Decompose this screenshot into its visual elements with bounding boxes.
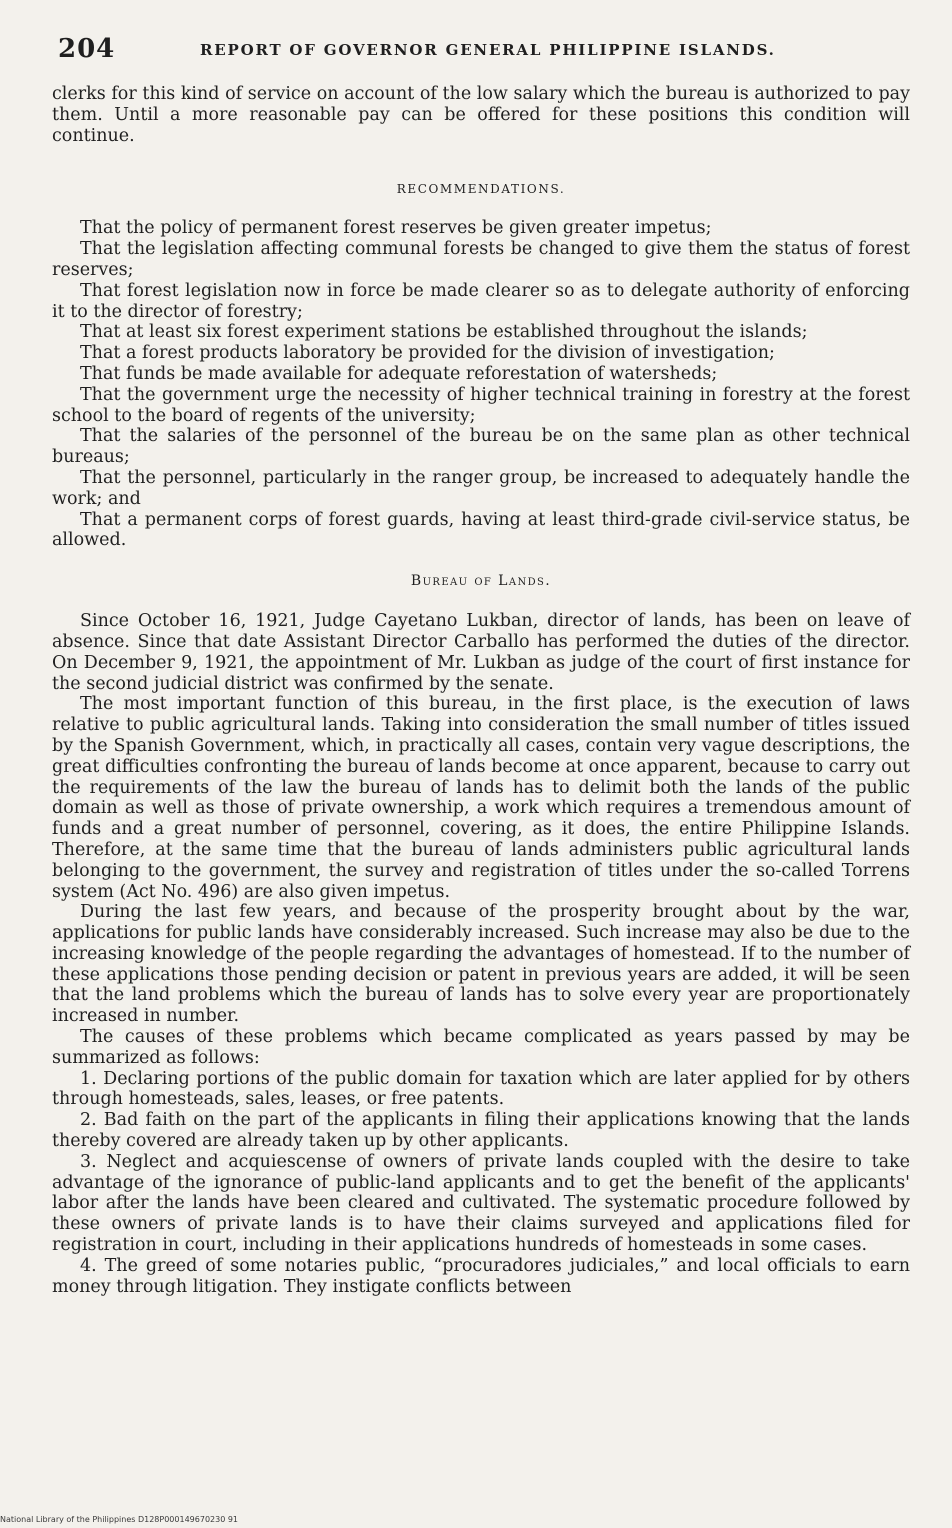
body-paragraph: The most important function of this bureau, in the first place, is the execution of laws relative to public agricultural lands. Taking into consideration the small number of titles issued by the Spanish Government, which, in practically all cases, contain very vague descriptions, the great difficulties confronting the bureau of lands become at once apparent, because to carry out the requirements of the law the bureau of lands has to delimit both the lands of the public domain as well as those of private ownership, a work which requires a tremendous amount of funds and a great number of personnel, covering, as it does, the entire Philippine Islands. Therefore, at the same time that the bureau of lands administers public agricultural lands belonging to the government, the survey and registration of titles under the so-called Torrens system (Act No. 496) are also given impetus.	[52, 694, 910, 902]
recommendation-item: That a forest products laboratory be provided for the division of investigation;	[80, 343, 775, 364]
recommendations-list	[52, 218, 910, 551]
recommendation-item: That forest legislation now in force be made clearer so as to delegate authority of enforcing it to the director of forestry;	[52, 280, 910, 322]
body-text	[52, 84, 910, 1297]
body-paragraph: The causes of these problems which became complicated as years passed by may be summarized as follows:	[52, 1027, 910, 1068]
recommendation-item: That the policy of permanent forest reserves be given greater impetus;	[80, 218, 712, 239]
recommendation-item: That a permanent corps of forest guards, having at least third-grade civil-service status, be allowed.	[52, 509, 910, 551]
recommendation-item: That at least six forest experiment stations be established throughout the islands;	[80, 322, 808, 343]
numbered-paragraph: 3. Neglect and acquiescense of owners of private lands coupled with the desire to take advantage of the ignorance of public-land applicants and to get the benefit of the applicants' labor after the lands have been cleared and cultivated. The systematic procedure followed by these owners of private lands is to have their claims surveyed and applications filed for registration in court, including in their applications hundreds of homesteads in some cases.	[52, 1151, 910, 1256]
numbered-paragraph: 4. The greed of some notaries public, “procuradores judiciales,” and local officials to earn money through litigation. They instigate conflicts between	[52, 1255, 910, 1297]
scan-footer-text: National Library of the Philippines D128P000149670230 91	[0, 1515, 239, 1524]
recommendation-item: That the legislation affecting communal forests be changed to give them the status of forest reserves;	[52, 239, 910, 280]
section-heading-bureau-of-lands: Bureau of Lands.	[410, 573, 552, 590]
page-number: 204	[58, 34, 116, 64]
running-head: REPORT OF GOVERNOR GENERAL PHILIPPINE ISLANDS.	[200, 41, 776, 59]
bureau-of-lands-section	[52, 611, 910, 1297]
recommendation-item: That the government urge the necessity of higher technical training in forestry at the forest school to the board of regents of the university;	[52, 384, 910, 426]
numbered-paragraph: 1. Declaring portions of the public domain for taxation which are later applied for by others through homesteads, sales, leases, or free patents.	[52, 1068, 910, 1110]
numbered-paragraph: 2. Bad faith on the part of the applicants in filing their applications knowing that the lands thereby covered are already taken up by other applicants.	[52, 1110, 910, 1152]
intro-paragraph: clerks for this kind of service on account of the low salary which the bureau is authorized to pay them. Until a more reasonable pay can be offered for these positions this condition will continue.	[52, 84, 910, 146]
recommendation-item: That funds be made available for adequate reforestation of watersheds;	[80, 363, 718, 384]
page-header	[50, 28, 910, 68]
section-heading-recommendations: RECOMMENDATIONS.	[396, 182, 566, 197]
recommendation-item: That the salaries of the personnel of the bureau be on the same plan as other technical bureaus;	[52, 426, 910, 468]
recommendation-item: That the personnel, particularly in the ranger group, be increased to adequately handle the work; and	[52, 467, 910, 509]
body-paragraph: Since October 16, 1921, Judge Cayetano Lukban, director of lands, has been on leave of absence. Since that date Assistant Director Carballo has performed the duties of the director. On December 9, 1921, the appointment of Mr. Lukban as judge of the court of first instance for the second judicial district was confirmed by the senate.	[52, 611, 910, 694]
body-paragraph: During the last few years, and because of the prosperity brought about by the war, applications for public lands have considerably increased. Such increase may also be due to the increasing knowledge of the people regarding the advantages of homestead. If to the number of these applications those pending decision or patent in previous years are added, it will be seen that the land problems which the bureau of lands has to solve every year are proportionately increased in number.	[52, 902, 910, 1027]
